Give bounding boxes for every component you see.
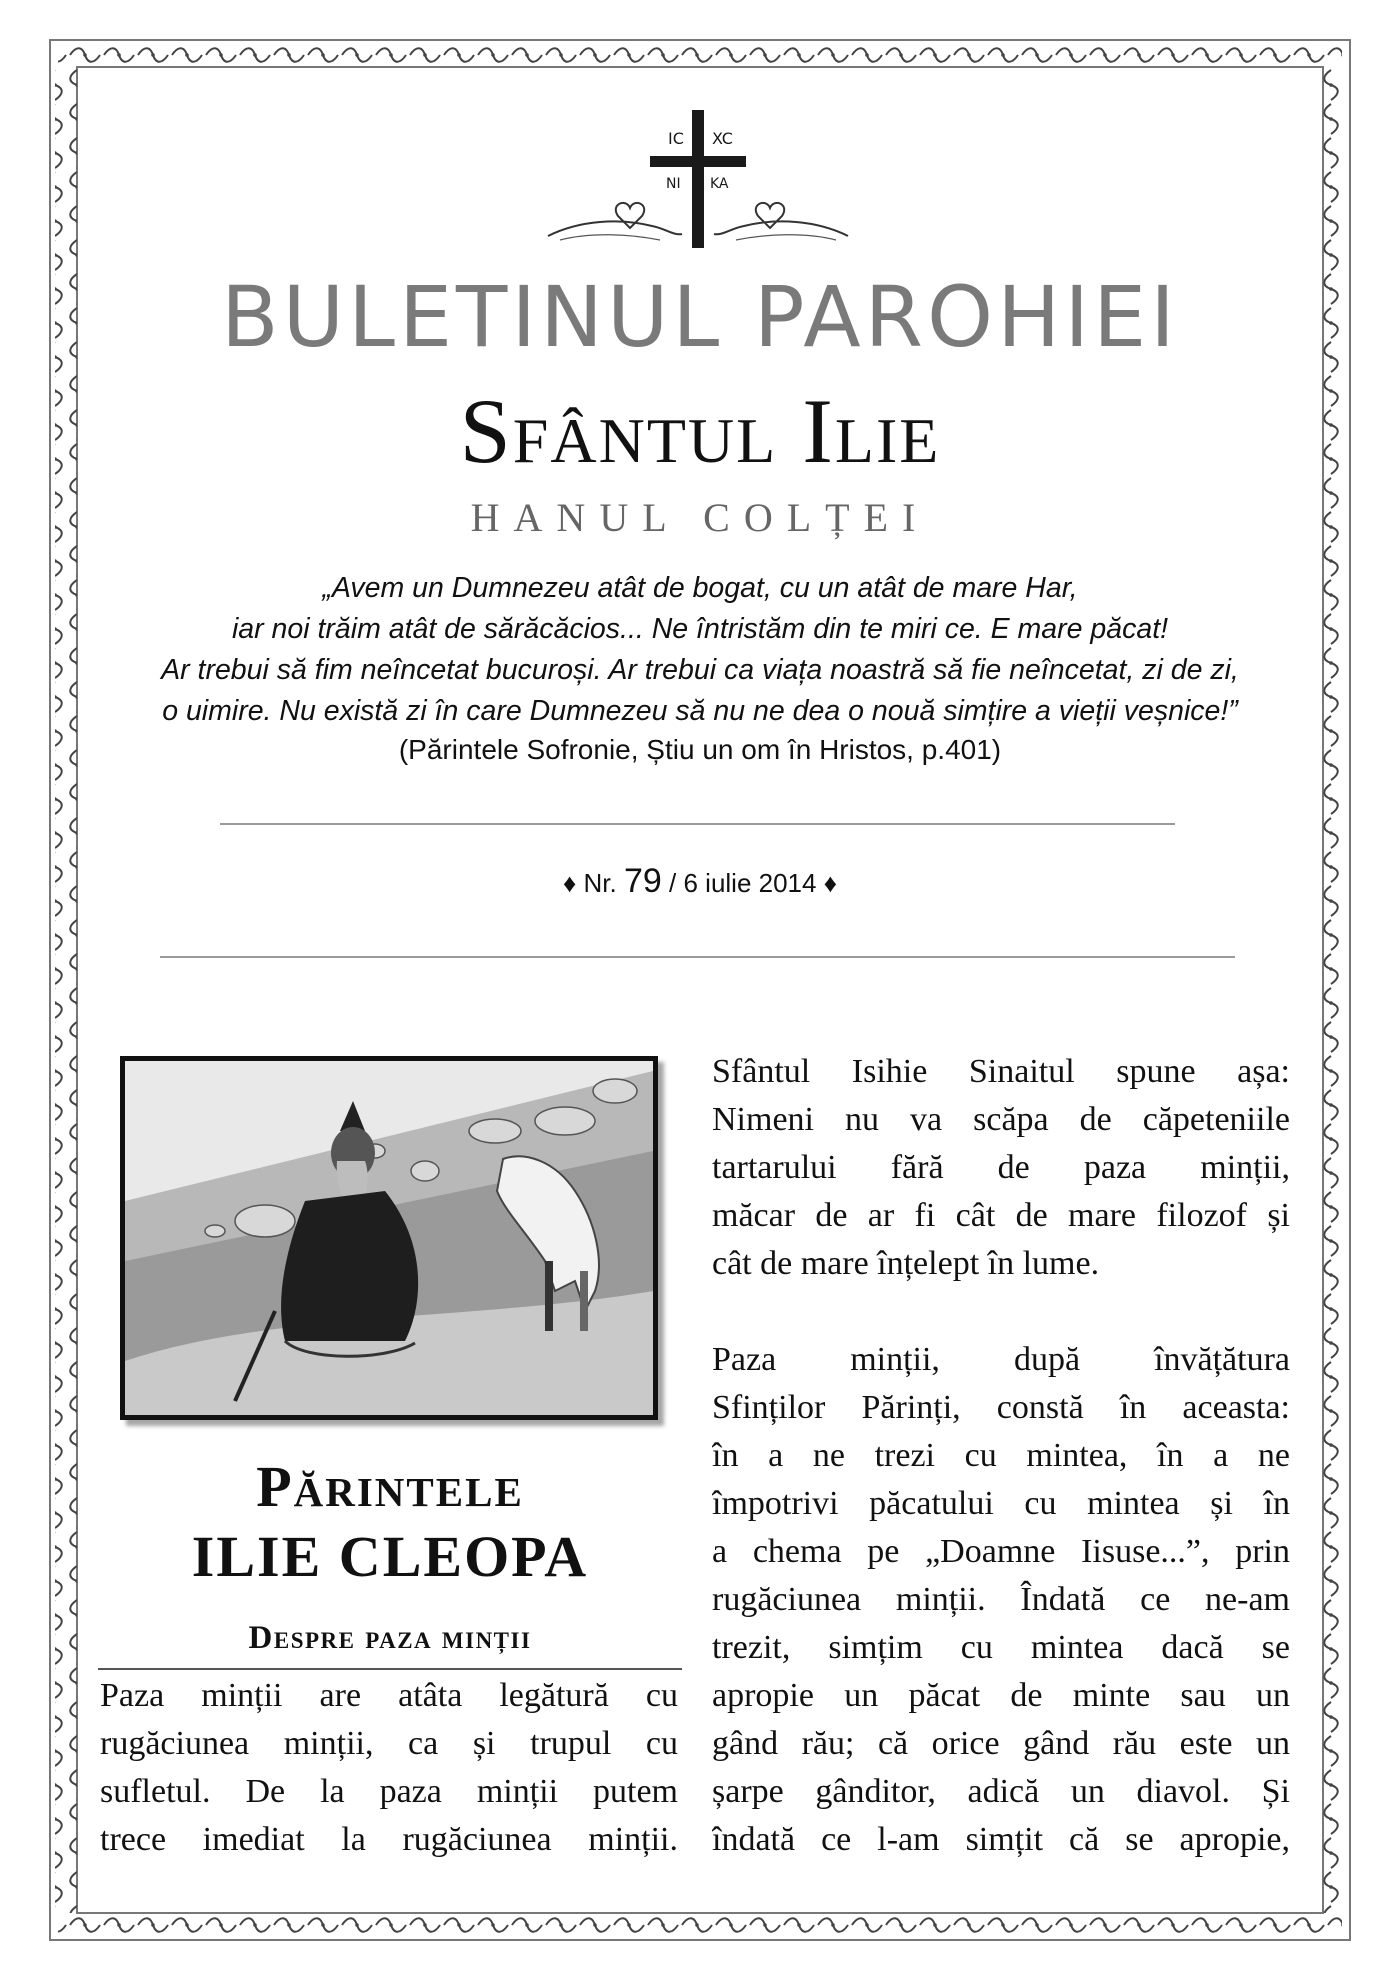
article-left-column: [100, 1672, 678, 1864]
text-line: Nimeni nu va scăpa de căpeteniile: [712, 1101, 1290, 1138]
article-subtitle: Despre paza minții: [248, 1620, 532, 1656]
monk-shepherd-photo: [125, 1061, 653, 1415]
bulletin-title: BULETINUL PAROHIEI: [221, 268, 1179, 366]
text-line: Paza minții are atâta legătură cu: [100, 1677, 678, 1714]
text-line: tartarului fără de paza minții,: [712, 1149, 1290, 1186]
text-line: Paza minții, după învățătura: [712, 1341, 1290, 1378]
article-paragraph-1: [712, 1048, 1290, 1288]
article-title-line1: Părintele: [256, 1454, 524, 1519]
article-right-column: [712, 1048, 1290, 1864]
issue-date: / 6 iulie 2014 ♦: [669, 868, 837, 898]
article-paragraph-2: [712, 1336, 1290, 1864]
cross-emblem-icon: [540, 108, 860, 258]
text-line: rugăciunea minții, ca și trupul cu: [100, 1725, 678, 1762]
issue-number: 79: [623, 862, 662, 900]
article-photo: [120, 1056, 658, 1420]
article-title-line2: ILIE CLEOPA: [191, 1524, 589, 1589]
emblem-letter-ic: IC: [668, 129, 684, 148]
issue-info: [0, 862, 1400, 901]
text-line: apropie un păcat de minte sau un: [712, 1677, 1290, 1714]
text-line: Sfântul Isihie Sinaitul spune așa:: [712, 1053, 1290, 1090]
issue-prefix: ♦ Nr.: [563, 868, 617, 898]
subtitle-divider: [98, 1668, 682, 1670]
text-line: măcar de ar fi cât de mare filozof și: [712, 1197, 1290, 1234]
emblem-letter-ka: KA: [710, 176, 729, 192]
text-line: împotrivi păcatului cu mintea și în: [712, 1485, 1290, 1522]
text-line: sufletul. De la paza minții putem: [100, 1773, 678, 1810]
text-line: a chema pe „Doamne Iisuse...”, prin: [712, 1533, 1290, 1570]
text-line: cât de mare înțelept în lume.: [712, 1245, 1100, 1282]
text-line: rugăciunea minții. Îndată ce ne-am: [712, 1581, 1290, 1618]
text-line: în a ne trezi cu mintea, în a ne: [712, 1437, 1290, 1474]
parish-location: HANUL COLȚEI: [470, 495, 930, 540]
quote-source: (Părintele Sofronie, Știu un om în Hristos, p.401): [398, 734, 1002, 765]
divider-top: [220, 823, 1175, 825]
text-line: Sfinților Părinți, constă în aceasta:: [712, 1389, 1290, 1426]
quote-line: o uimire. Nu există zi în care Dumnezeu să nu ne dea o nouă simțire a vieții veșnice!”: [162, 695, 1238, 727]
text-line: îndată ce l-am simțit că se apropie,: [712, 1821, 1290, 1858]
quote-line: „Avem un Dumnezeu atât de bogat, cu un atât de mare Har,: [322, 572, 1078, 604]
opening-quote: [90, 568, 1310, 732]
text-line: trece imediat la rugăciunea minții.: [100, 1821, 678, 1858]
emblem-letter-ni: NI: [666, 176, 681, 192]
emblem-letter-xc: XC: [712, 129, 733, 148]
text-line: șarpe gânditor, adică un diavol. Și: [712, 1773, 1290, 1810]
quote-line: iar noi trăim atât de sărăcăcios... Ne întristăm din te miri ce. E mare păcat!: [231, 613, 1169, 645]
divider-bottom: [160, 956, 1235, 958]
text-line: gând rău; că orice gând rău este un: [712, 1725, 1290, 1762]
quote-line: Ar trebui să fim neîncetat bucuroși. Ar trebui ca viața noastră să fie neîncetat, zi de zi,: [161, 654, 1239, 686]
text-line: trezit, simțim cu mintea dacă se: [712, 1629, 1290, 1666]
parish-name: Sfântul Ilie: [459, 380, 941, 482]
article-title: [100, 1452, 680, 1592]
